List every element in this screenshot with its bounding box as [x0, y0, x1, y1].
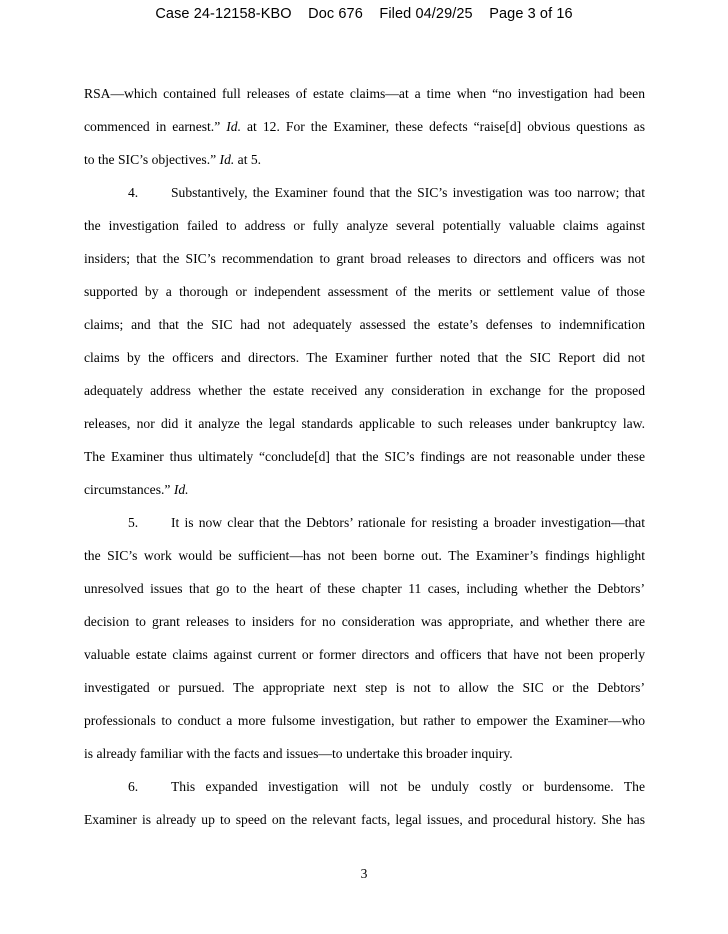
citation: Id.: [219, 152, 235, 167]
case-number: Case 24-12158-KBO: [155, 6, 292, 22]
text-line: the SIC’s work would be sufficient—has not been borne out. The Examiner’s findings highlight: [84, 548, 645, 563]
text-line: commenced in earnest.” Id. at 12. For the Examiner, these defects “raise[d] obvious questions as: [84, 119, 645, 134]
doc-number: Doc 676: [308, 6, 363, 22]
text-line: Examiner is already up to speed on the relevant facts, legal issues, and procedural history. She has: [84, 812, 645, 827]
text-line: to the SIC’s objectives.” Id. at 5.: [84, 152, 262, 167]
text-line: claims; and that the SIC had not adequately assessed the estate’s defenses to indemnification: [84, 317, 645, 332]
text-line: circumstances.” Id.: [84, 482, 189, 497]
text-line: valuable estate claims against current or former directors and officers that have not been properly: [84, 647, 645, 662]
paragraph-number: 5.: [128, 515, 139, 530]
text-line: professionals to conduct a more fulsome investigation, but rather to empower the Examiner—who: [84, 713, 645, 728]
text-line: the investigation failed to address or fully analyze several potentially valuable claims against: [84, 218, 645, 233]
paragraph-start: 4. Substantively, the Examiner found that the SIC’s investigation was too narrow; that: [84, 176, 645, 209]
text-line: claims by the officers and directors. The Examiner further noted that the SIC Report did not: [84, 350, 645, 365]
text-line: investigated or pursued. The appropriate next step is not to allow the SIC or the Debtors’: [84, 680, 645, 695]
text-line: decision to grant releases to insiders for no consideration was appropriate, and whether there are: [84, 614, 645, 629]
text-line: insiders; that the SIC’s recommendation to grant broad releases to directors and officers was not: [84, 251, 645, 266]
text-line: RSA—which contained full releases of estate claims—at a time when “no investigation had been: [84, 86, 645, 101]
paragraph-number: 6.: [128, 779, 139, 794]
page-number: 3: [360, 866, 368, 881]
filed-date: Filed 04/29/25: [379, 6, 473, 22]
text-line: releases, nor did it analyze the legal standards applicable to such releases under bankruptcy law.: [84, 416, 645, 431]
page-indicator: Page 3 of 16: [489, 6, 573, 22]
ecf-header: [0, 6, 728, 22]
paragraph-start: 6. This expanded investigation will not be unduly costly or burdensome. The: [84, 770, 645, 803]
paragraph-start: 5. It is now clear that the Debtors’ rationale for resisting a broader investigation—that: [84, 506, 645, 539]
text-line: unresolved issues that go to the heart of these chapter 11 cases, including whether the Debtors’: [84, 581, 645, 596]
text-line: adequately address whether the estate received any consideration in exchange for the proposed: [84, 383, 645, 398]
paragraph-number: 4.: [128, 185, 139, 200]
citation: Id.: [173, 482, 189, 497]
text-line: The Examiner thus ultimately “conclude[d] that the SIC’s findings are not reasonable under these: [84, 449, 645, 464]
text-line: is already familiar with the facts and issues—to undertake this broader inquiry.: [84, 746, 513, 761]
citation: Id.: [226, 119, 241, 134]
text-line: supported by a thorough or independent assessment of the merits or settlement value of those: [84, 284, 645, 299]
document-body: [84, 77, 645, 836]
